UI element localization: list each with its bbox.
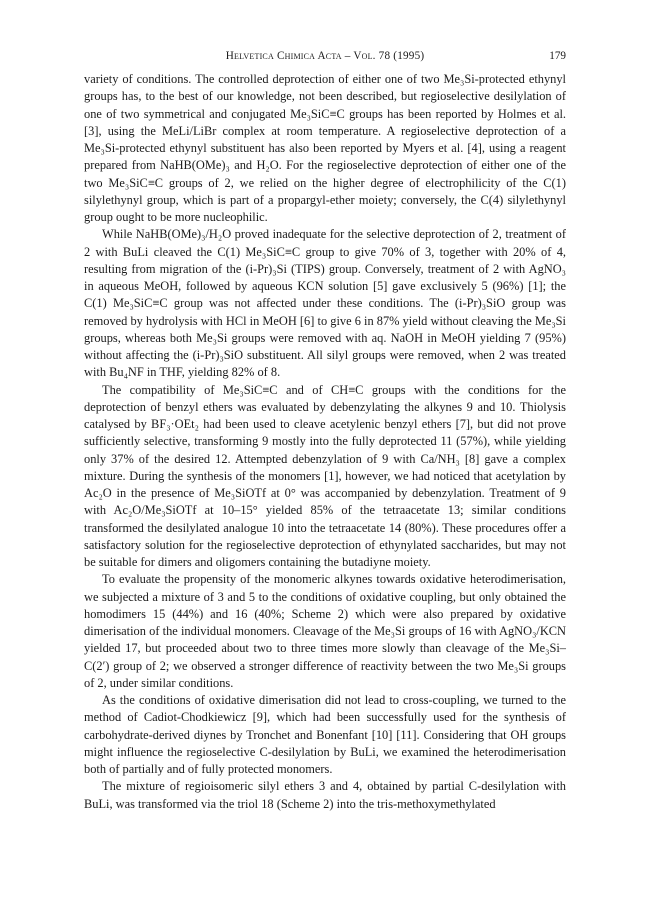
page-number: 179	[549, 50, 566, 62]
paragraph: While NaHB(OMe)₃/H₂O proved inadequate for the selective deprotection of 2, treatment of 2 with BuLi cleaved the C(1) Me₃SiC≡C group to give 70% of 3, together with 20% of 4, resulting from migration of the (i-Pr)₃Si (TIPS) group. Conversely, treatment of 2 with AgNO₃ in aqueous MeOH, followed by aqueous KCN solution [5] gave exclusively 5 (96%) [1]; the C(1) Me₃SiC≡C group was not affected under these conditions. The (i-Pr)₃SiO group was removed by hydrolysis with HCl in MeOH [6] to give 6 in 87% yield without cleaving the Me₃Si groups, whereas both Me₃Si groups were removed with aq. NaOH in MeOH yielding 7 (95%) without affecting the (i-Pr)₃SiO substituent. All silyl groups were removed, when 2 was treated with Bu₄NF in THF, yielding 82% of 8.	[84, 227, 566, 380]
paragraph: To evaluate the propensity of the monomeric alkynes towards oxidative heterodimerisation, we subjected a mixture of 3 and 5 to the conditions of oxidative coupling, but only obtained the homodimers 15 (44%) and 16 (40%; Scheme 2) which were also prepared by oxidative dimerisation of the individual monomers. Cleavage of the Me₃Si groups of 16 with AgNO₃/KCN yielded 17, but proceeded about two to three times more slowly than cleavage of the Me₃Si–C(2′) group of 2; we observed a stronger difference of reactivity between the two Me₃Si groups of 2, under similar conditions.	[84, 572, 566, 690]
paragraph: The mixture of regioisomeric silyl ethers 3 and 4, obtained by partial C-desilylation with BuLi, was transformed via the triol 18 (Scheme 2) into the tris-methoxymethylated	[84, 779, 566, 811]
paragraph: As the conditions of oxidative dimerisation did not lead to cross-coupling, we turned to the method of Cadiot-Chodkiewicz [9], which had been successfully used for the synthesis of carbohydrate-derived diynes by Tronchet and Bonenfant [10] [11]. Considering that OH groups might influence the regioselective C-desilylation by BuLi, we examined the heterodimerisation both of partially and of fully protected monomers.	[84, 693, 566, 776]
body-text	[84, 71, 566, 813]
running-header	[84, 50, 566, 66]
paragraph: The compatibility of Me₃SiC≡C and of CH≡C groups with the conditions for the deprotection of benzyl ethers was evaluated by debenzylating the alkynes 9 and 10. Thiolysis catalysed by BF₃·OEt₂ had been used to cleave acetylenic benzyl ethers [7], but did not prove sufficiently selective, transforming 9 mostly into the fully deprotected 11 (57%), while yielding only 37% of the desired 12. Attempted debenzylation of 9 with Ca/NH₃ [8] gave a complex mixture. During the synthesis of the monomers [1], however, we had noticed that acetylation by Ac₂O in the presence of Me₃SiOTf at 0° was accompanied by debenzylation. Treatment of 9 with Ac₂O/Me₃SiOTf at 10–15° yielded 85% of the tetraacetate 13; similar conditions transformed the desilylated analogue 10 into the tetraacetate 14 (80%). These procedures offer a satisfactory solution for the regioselective deprotection of ethynylated saccharides, but may not be suitable for dimers and oligomers containing the butadiyne moiety.	[84, 382, 566, 569]
paragraph: variety of conditions. The controlled deprotection of either one of two Me₃Si-protected ethynyl groups has, to the best of our knowledge, not been described, but regioselective desilylation of one of two symmetrical and conjugated Me₃SiC≡C groups has been reported by Holmes et al. [3], using the MeLi/LiBr complex at room temperature. A regioselective deprotection of a Me₃Si-protected ethynyl substituent has also been reported by Myers et al. [4], using a reagent prepared from NaHB(OMe)₃ and H₂O. For the regioselective deprotection of either one of the two Me₃SiC≡C groups of 2, we relied on the higher degree of electrophilicity of the C(1) silylethynyl group, which is part of a propargyl-ether moiety; conversely, the C(4) silylethynyl group ought to be more nucleophilic.	[84, 72, 566, 224]
running-title: Helvetica Chimica Acta – Vol. 78 (1995)	[225, 50, 425, 62]
